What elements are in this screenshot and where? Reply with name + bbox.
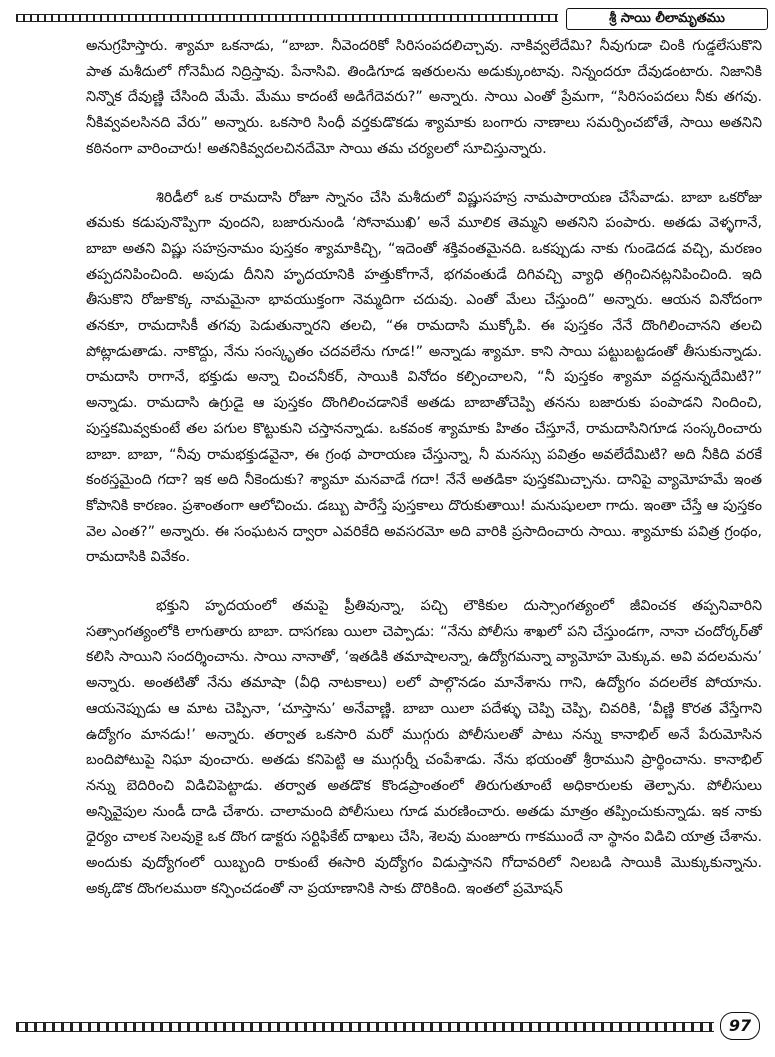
page-header	[16, 8, 768, 30]
running-title: శ్రీ సాయి లీలామృతము	[566, 8, 768, 30]
footer-ornament-rule	[16, 1022, 714, 1032]
page-footer	[16, 1012, 768, 1042]
page-number: 97	[720, 1012, 760, 1040]
paragraph-2: శిరిడీలో ఒక రామదాసి రోజూ స్నానం చేసి మశీదులో విష్ణుసహస్ర నామపారాయణ చేసేవాడు. బాబా ఒకరోజు తమకు కడుపునొప్పిగా వుందని, బజారునుండి ‘సోనాముఖి’ అనే మూలిక తెమ్మని అతనిని పంపారు. అతడు వెళ్ళగానే, బాబా అతని విష్ణు సహస్రనామం పుస్తకం శ్యామాకిచ్చి, “ఇదెంతో శక్తివంతమైనది. ఒకప్పుడు నాకు గుండెదడ వచ్చి, మరణం తప్పదనిపించింది. అపుడు దీనిని హృదయానికి హత్తుకోగానే, భగవంతుడే దిగివచ్చి వ్యాధి తగ్గించినట్లనిపించింది. ఇది తీసుకొని రోజుకొక్క నామమైనా భావయుక్తంగా నెమ్మదిగా చదువు. ఎంతో మేలు చేస్తుంది” అన్నారు. ఆయన వినోదంగా తనకూ, రామదాసికీ తగవు పెడుతున్నారని తలచి, “ఈ రామదాసి ముక్కోపి. ఈ పుస్తకం నేనే దొంగిలించానని తలచి పోట్లాడుతాడు. నాకొద్దు, నేను సంస్కృతం చదవలేను గూడ!” అన్నాడు శ్యామా. కాని సాయి పట్టుబట్టడంతో తీసుకున్నాడు. రామదాసి రాగానే, భక్తుడు అన్నా చించనీకర్, సాయికి వినోదం కల్పించాలని, “నీ పుస్తకం శ్యామా వద్దనున్నదేమిటి?” అన్నాడు. రామదాసి ఉగ్రుడై ఆ పుస్తకం దొంగిలించడానికే అతడు బాబాతోచెప్పి తనను బజారుకు పంపాడని నిందించి, పుస్తకమివ్వకుంటే తల పగుల కొట్టుకుని చస్తానన్నాడు. ఒకవంక శ్యామాకు హితం చేస్తూనే, రామదాసినిగూడ సంస్కరించారు బాబా. బాబా, “నీవు రామభక్తుడవైనా, ఈ గ్రంథ పారాయణ చేస్తున్నా, నీ మనస్సు పవిత్రం అవలేదేమిటి? అది నీకిది వరకే కంఠస్తమైంది గదా? ఇక అది నీకెందుకు? శ్యామా మనవాడే గదా! నేనే అతడికా పుస్తకమిచ్చాను. దానిపై వ్యామోహమే ఇంత కోపానికి కారణం. ప్రశాంతంగా ఆలోచించు. డబ్బు పారేస్తే పుస్తకాలు దొరుకుతాయి! మనుషులలా గాదు. ఇంతా చేస్తే ఆ పుస్తకం వెల ఎంత?” అన్నారు. ఈ సంఘటన ద్వారా ఎవరికేది అవసరమో అది వారికి ప్రసాదించారు సాయి. శ్యామాకు పవిత్ర గ్రంథం, రామదాసికి వివేకం.	[86, 189, 762, 566]
paragraph-3: భక్తుని హృదయంలో తమపై ప్రీతివున్నా, పచ్చి లౌకికుల దుస్సాంగత్యంలో జీవించక తప్పనివారిని సత్సాంగత్యంలోకి లాగుతారు బాబా. దాసగణు యిలా చెప్పాడు: “నేను పోలీసు శాఖలో పని చేస్తుండగా, నానా చందోర్కర్‌తో కలిసి సాయిని సందర్శించాను. సాయి నానాతో, ‘ఇతడికి తమాషాలన్నా, ఉద్యోగమన్నా వ్యామోహ మెక్కువ. అవి వదలమను’ అన్నారు. అంతటితో నేను తమాషా (వీధి నాటకాలు) లలో పాల్గొనడం మానేశాను గాని, ఉద్యోగం వదలలేక పోయాను. ఆయనెప్పుడు ఆ మాట చెప్పినా, ‘చూస్తాను’ అనేవాణ్ణి. బాబా యిలా పదేళ్ళు చెప్పి చెప్పి, చివరికి, ‘వీణ్ణి కొరత వేస్తేగాని ఉద్యోగం మానడు!’ అన్నారు. తర్వాత ఒకసారి మరో ముగ్గురు పోలీసులతో పాటు నన్ను కానాభిల్ అనే పేరుమోసిన బందిపోటుపై నిఘా వుంచారు. అతడు కనిపెట్టి ఆ ముగ్గుర్నీ చంపేశాడు. నేను భయంతో శ్రీరాముని ప్రార్థించాను. కానాభిల్ నన్ను బెదిరించి విడిచిపెట్టాడు. తర్వాత అతడొక కొండప్రాంతంలో తిరుగుతూంటే అధికారులకు తెల్పాను. పోలీసులు అన్నివైపుల నుండీ దాడి చేశారు. చాలామంది పోలీసులు గూడ మరణించారు. అతడు మాత్రం తప్పించుకున్నాడు. ఇక నాకు ధైర్యం చాలక సెలవుకై ఒక దొంగ డాక్టరు సర్టిఫికేట్ దాఖలు చేసి, శెలవు మంజూరు గాకముందే నా స్థానం విడిచి యాత్ర చేశాను. అందుకు వుద్యోగంలో యిబ్బంది రాకుంటే ఈసారి వుద్యోగం విడుస్తానని గోదావరిలో నిలబడి సాయికి మొక్కుకున్నాను. అక్కడొక దొంగలముఠా కన్పించడంతో నా ప్రయాణానికి సాకు దొరికింది. ఇంతలో ప్రమోషన్	[86, 598, 762, 897]
paragraph-1: అనుగ్రహిస్తారు. శ్యామా ఒకనాడు, “బాబా. నీవెందరికో సిరిసంపదలిచ్చావు. నాకివ్వలేదేమి? నీవుగుడా చింకి గుడ్డలేసుకొని పాత మశీదులో గోనెమీద నిద్రిస్తావు. పేనాసివి. తిండిగూడ ఇతరులను అడుక్కుంటావు. నిన్నందరూ దేవుడంటారు. నిజానికి నిన్నొక దేవుణ్ణి చేసింది మేమే. మేము కాదంటే అడిగేదెవరు?” అన్నారు. సాయి ఎంతో ప్రేమగా, “సిరిసంపదలు నీకు తగవు. నీకివ్వవలసినది వేరు” అన్నారు. ఒకసారి సింధీ వర్తకుడొకడు శ్యామాకు బంగారు నాణాలు సమర్పించబోతే, సాయి అతనిని కఠినంగా వారించారు! అతనికివ్వదలచినదేమో సాయి తమ చర్యలలో సూచిస్తున్నారు.	[86, 38, 762, 157]
page-body	[86, 34, 762, 911]
header-ornament-rule	[16, 14, 558, 22]
